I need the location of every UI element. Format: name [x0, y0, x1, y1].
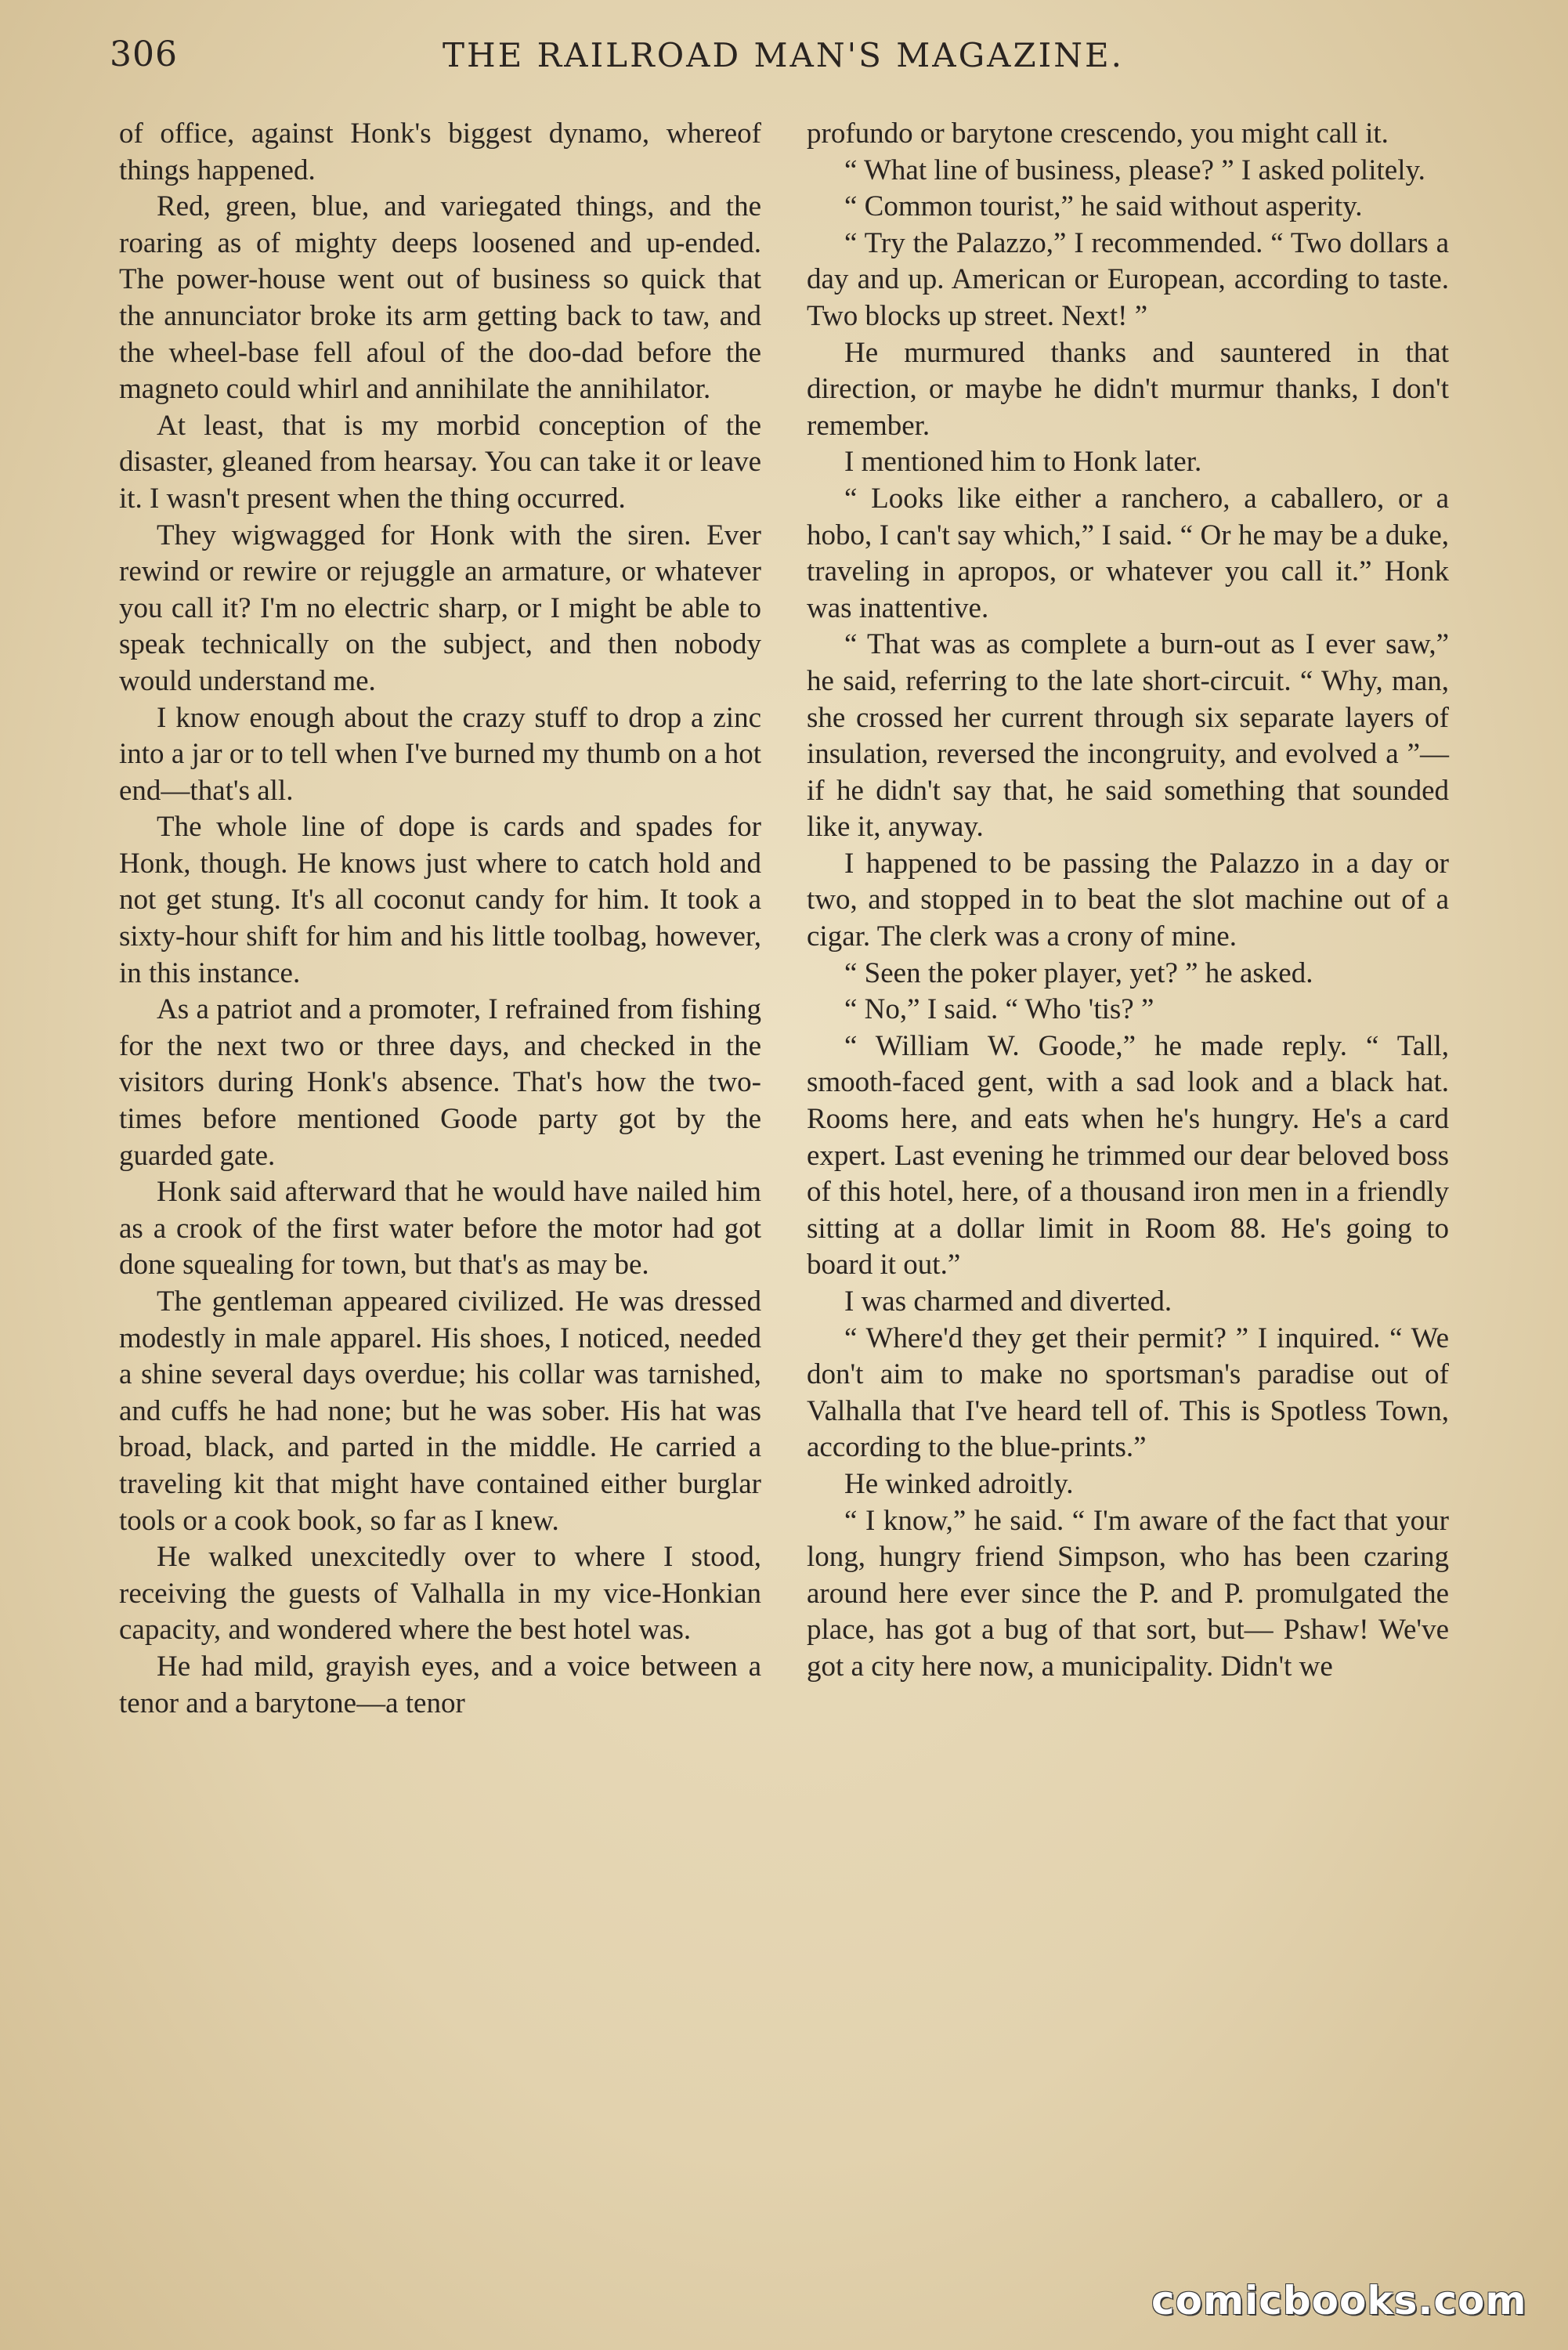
paragraph: “ Common tourist,” he said without asperity.	[844, 190, 1363, 223]
page-number: 306	[110, 34, 178, 74]
paragraph: I was charmed and diverted.	[844, 1285, 1172, 1318]
paragraph: He had mild, grayish eyes, and a voice between a tenor and a barytone—a tenor	[119, 1650, 761, 1719]
paragraph: “ Seen the poker player, yet? ” he asked.	[844, 956, 1313, 989]
paragraph: The whole line of dope is cards and spades for Honk, though. He knows just where to catch hold and not get stung. It's all coconut candy for him. It took a sixty-hour shift for him and his little toolbag, however, in this instance.	[119, 811, 761, 989]
paragraph: He walked unexcitedly over to where I stood, receiving the guests of Valhalla in my vice-Honkian capacity, and wondered where the best hotel was.	[119, 1541, 761, 1647]
paragraph: “ What line of business, please? ” I asked politely.	[844, 154, 1425, 186]
paragraph: “ Looks like either a ranchero, a caballero, or a hobo, I can't say which,” I said. “ Or he may be a duke, traveling in apropos, or whatever you call it.” Honk was inattentive.	[807, 482, 1449, 624]
paragraph: Red, green, blue, and variegated things, and the roaring as of mighty deeps loosened and up-ended. The power-house went out of business so quick that the annunciator broke its arm getting back to taw, and the wheel-base fell afoul of the doo-dad before the magneto could whirl and annihilate the annihilator.	[119, 190, 761, 406]
paragraph: As a patriot and a promoter, I refrained from fishing for the next two or three days, and checked in the visitors during Honk's absence. That's how the two-times before mentioned Goode party got by the guarded gate.	[119, 993, 761, 1172]
left-column	[119, 116, 761, 1722]
paragraph: He murmured thanks and sauntered in that direction, or maybe he didn't murmur thanks, I don't remember.	[807, 336, 1449, 442]
paragraph: “ William W. Goode,” he made reply. “ Tall, smooth-faced gent, with a sad look and a black hat. Rooms here, and eats when he's hungry. He's a card expert. Last evening he trimmed our dear beloved boss of this hotel, here, of a thousand iron men in a friendly sitting at a dollar limit in Room 88. He's going to board it out.”	[807, 1029, 1449, 1282]
paragraph: “ Try the Palazzo,” I recommended. “ Two dollars a day and up. American or European, according to taste. Two blocks up street. Next! ”	[807, 226, 1449, 332]
site-watermark: comicbooks.com	[1151, 2278, 1527, 2323]
paragraph: The gentleman appeared civilized. He was dressed modestly in male apparel. His shoes, I noticed, needed a shine several days overdue; his collar was tarnished, and cuffs he had none; but he was sober. His hat was broad, black, and parted in the middle. He carried a traveling kit that might have contained either burglar tools or a cook book, so far as I knew.	[119, 1285, 761, 1537]
paragraph: of office, against Honk's biggest dynamo, whereof things happened.	[119, 118, 761, 186]
running-head: THE RAILROAD MAN'S MAGAZINE.	[442, 36, 1124, 74]
paragraph: profundo or barytone crescendo, you might call it.	[807, 118, 1389, 150]
paragraph: “ I know,” he said. “ I'm aware of the fact that your long, hungry friend Simpson, who has been czaring around here ever since the P. and P. promulgated the place, has got a bug of that sort, but— Pshaw! We've got a city here now, a municipality. Didn't we	[807, 1504, 1449, 1683]
paragraph: Honk said afterward that he would have nailed him as a crook of the first water before the motor had got done squealing for town, but that's as may be.	[119, 1176, 761, 1282]
paragraph: I mentioned him to Honk later.	[844, 446, 1202, 479]
paragraph: He winked adroitly.	[844, 1467, 1074, 1500]
paragraph: At least, that is my morbid conception of the disaster, gleaned from hearsay. You can take it or leave it. I wasn't present when the thing occurred.	[119, 409, 761, 515]
paragraph: “ That was as complete a burn-out as I ever saw,” he said, referring to the late short-circuit. “ Why, man, she crossed her current through six separate layers of insulation, reversed the incongruity, and evolved a ”—if he didn't say that, he said something that sounded like it, anyway.	[807, 628, 1449, 844]
paragraph: “ No,” I said. “ Who 'tis? ”	[844, 993, 1154, 1026]
right-column	[807, 116, 1449, 1686]
paragraph: They wigwagged for Honk with the siren. Ever rewind or rewire or rejuggle an armature, or whatever you call it? I'm no electric sharp, or I might be able to speak technically on the subject, and then nobody would understand me.	[119, 519, 761, 697]
paragraph: “ Where'd they get their permit? ” I inquired. “ We don't aim to make no sportsman's paradise out of Valhalla that I've heard tell of. This is Spotless Town, according to the blue-prints.”	[807, 1321, 1449, 1464]
paragraph: I know enough about the crazy stuff to drop a zinc into a jar or to tell when I've burned my thumb on a hot end—that's all.	[119, 701, 761, 807]
paragraph: I happened to be passing the Palazzo in a day or two, and stopped in to beat the slot machine out of a cigar. The clerk was a crony of mine.	[807, 847, 1449, 953]
